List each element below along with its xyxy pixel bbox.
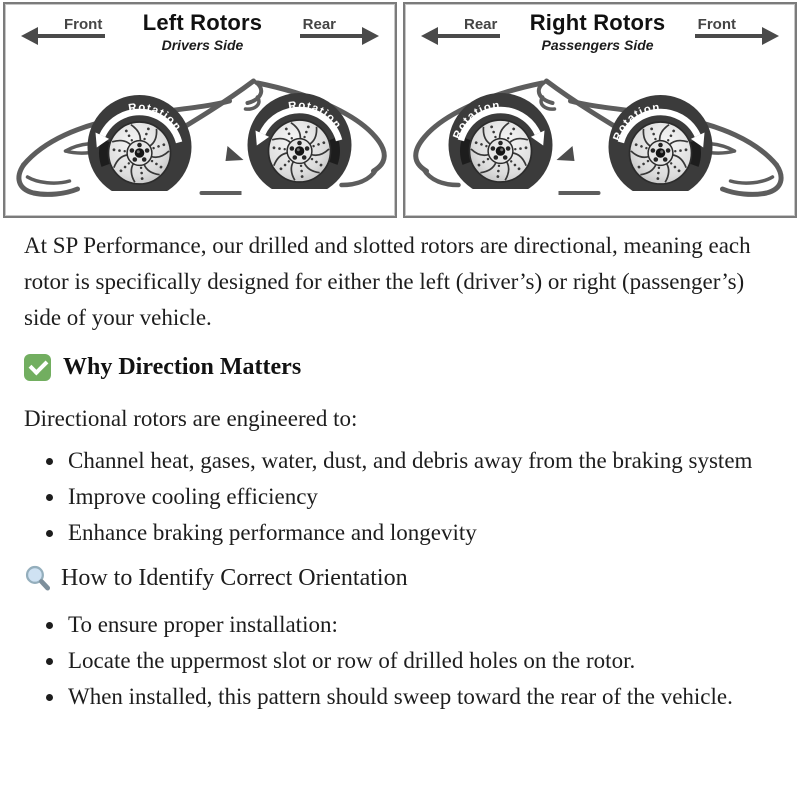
why-direction-matters-heading: [24, 354, 778, 381]
panel-title: Right Rotors: [529, 10, 666, 35]
front-label: Front: [64, 16, 103, 33]
article-body: [0, 228, 800, 715]
rear-label: Rear: [464, 16, 498, 33]
engineered-to-lead: Directional rotors are engineered to:: [24, 406, 358, 431]
left-panel-header: [5, 4, 395, 52]
arrow-bar: [300, 34, 363, 38]
rotor-direction-diagram: [0, 0, 800, 218]
rotation-label-front-wheel: Rotation: [611, 101, 661, 143]
rear-label: Rear: [302, 16, 336, 33]
identify-bullet-list: [24, 607, 778, 715]
car-sketch-left: [19, 81, 384, 213]
car-sketch-right: [416, 81, 781, 213]
heading-text: How to Identify Correct Orientation: [61, 564, 408, 591]
arrow-bar: [437, 34, 500, 38]
front-direction-indicator: [695, 16, 739, 40]
right-arrow-icon: [762, 27, 779, 45]
panel-subtitle: Passengers Side: [541, 37, 654, 53]
intro-paragraph: At SP Performance, our drilled and slotted rotors are directional, meaning each rotor is specifically designed for either the left (driver’s) or right (passenger’s) side of your vehicle.: [24, 233, 751, 330]
list-item: • Locate the uppermost slot or row of drilled holes on the rotor.: [66, 643, 778, 679]
rear-direction-indicator: [300, 16, 339, 40]
right-arrow-icon: [362, 27, 379, 45]
list-item: • Enhance braking performance and longevity: [66, 515, 778, 551]
left-panel-titles: [105, 10, 299, 53]
list-item: • Channel heat, gases, water, dust, and debris away from the braking system: [66, 443, 778, 479]
arrow-bar: [695, 34, 763, 38]
rear-direction-indicator: [461, 16, 500, 40]
left-rotors-panel: [3, 2, 397, 218]
left-car-illustration: [5, 53, 395, 213]
rotation-label-front-wheel: Rotation: [127, 101, 184, 134]
identify-orientation-heading: [24, 564, 778, 592]
list-item: • Improve cooling efficiency: [66, 479, 778, 515]
left-arrow-icon: [421, 27, 438, 45]
panel-title: Left Rotors: [142, 10, 263, 35]
check-mark-icon: [24, 354, 51, 381]
why-bullet-list: [24, 443, 778, 551]
right-panel-titles: [500, 10, 694, 53]
left-arrow-icon: [21, 27, 38, 45]
list-item: • To ensure proper installation:: [66, 607, 778, 643]
front-label: Front: [697, 16, 736, 33]
panel-subtitle: Drivers Side: [161, 37, 244, 53]
list-item: • When installed, this pattern should sweep toward the rear of the vehicle.: [66, 679, 778, 715]
magnifying-glass-icon: [24, 564, 52, 592]
right-car-illustration: [405, 53, 795, 213]
right-rotors-panel: [403, 2, 797, 218]
heading-text: Why Direction Matters: [63, 354, 302, 380]
front-direction-indicator: [61, 16, 105, 40]
rotation-label-rear-wheel: Rotation: [287, 99, 344, 132]
arrow-bar: [37, 34, 105, 38]
right-panel-header: [405, 4, 795, 52]
rotation-label-rear-wheel: Rotation: [451, 99, 501, 141]
